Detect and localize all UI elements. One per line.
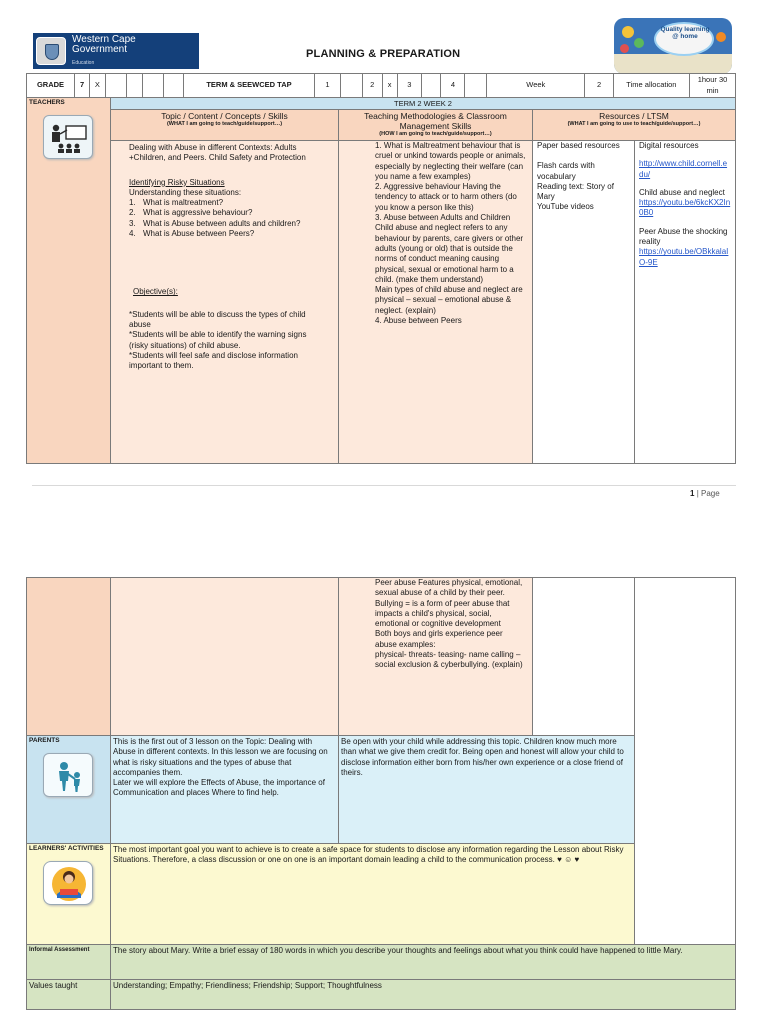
- parents-lesson-info: This is the first out of 3 lesson on the Topic: Dealing with Abuse in different contexts. In this lesson we are focusing on what is risky situations and the types of abuse that accompanies them. Later we will explore the Effects of Abuse, the importance of Communication and places Where to find help.: [111, 736, 339, 844]
- topic-header-sub: (WHAT I am going to teach/guide/support…): [166, 121, 283, 127]
- logo-line-1: Western Cape: [72, 33, 136, 45]
- topic-intro: Dealing with Abuse in different Contexts: Adults +Children, and Peers. Child Safety and Protection: [129, 143, 306, 163]
- wcg-logo-text: [72, 35, 136, 68]
- peer-abuse-label: Peer Abuse the shocking reality: [639, 226, 728, 247]
- teachers-side-cell: [27, 98, 111, 464]
- term-label: TERM & SEEWCED TAP: [184, 74, 315, 98]
- youtube-link-1[interactable]: https://youtu.be/6kcKX2In0B0: [639, 198, 731, 218]
- learners-activities-text: The most important goal you want to achieve is to create a safe space for students to disclose any information regarding the Lesson about Risky Situations. Therefore, a class discussion or one on one is an important domain leading a child to the communication process. ♥ ☺ ♥: [111, 844, 635, 945]
- risky-situations-heading: Identifying Risky Situations: [129, 177, 225, 187]
- spacer: [537, 151, 630, 161]
- informal-side-cell: [27, 945, 111, 980]
- empty-cell: [127, 74, 142, 98]
- learners-label: LEARNERS' ACTIVITIES: [29, 845, 104, 852]
- informal-assessment-label: Informal Assessment: [29, 947, 90, 953]
- resources-right-cell: [635, 141, 736, 464]
- objective-3: *Students will feel safe and disclose information important to them.: [129, 350, 298, 371]
- resources-header-title: [535, 111, 733, 128]
- col-resources-header: [533, 110, 736, 141]
- term-3: 3: [397, 74, 421, 98]
- method-2: 2. Aggressive behaviour Having the tendency to attack or to harm others (do you know a person like this): [375, 182, 517, 212]
- methods-content-cell: [339, 141, 533, 464]
- youtube-link-2[interactable]: https://youtu.be/OBkkalaIO-9E: [639, 247, 729, 267]
- topic-header-title: [113, 111, 336, 128]
- digital-resources-heading: Digital resources: [639, 141, 699, 150]
- topic-cell-cont: [111, 578, 339, 736]
- list-item: 4. What is Abuse between Peers?: [129, 229, 255, 239]
- empty-cell: [421, 74, 441, 98]
- method-6: 4. Abuse between Peers: [375, 316, 462, 326]
- method-cont-2: Bullying = is a form of peer abuse that impacts a child's physical, social, emotional or cognitive development: [375, 598, 510, 629]
- list-item: 3. What is Abuse between adults and children?: [129, 218, 301, 228]
- teachers-table: [26, 97, 736, 464]
- time-allocation-label: Time allocation: [613, 74, 689, 98]
- coat-of-arms-icon: [36, 37, 66, 65]
- objective-2: *Students will be able to identify the warning signs (risky situations) of child abuse.: [129, 330, 307, 350]
- page-title: PLANNING & PREPARATION: [306, 48, 461, 60]
- reading-child-icon: [43, 861, 93, 905]
- empty-cell: [105, 74, 127, 98]
- page-number-label: [690, 489, 720, 498]
- parent-icon-svg: [44, 754, 94, 798]
- parents-side-cell: [27, 736, 111, 844]
- term-1: 1: [314, 74, 340, 98]
- teacher-icon-svg: [44, 116, 94, 160]
- cornell-link[interactable]: http://www.child.cornell.edu/: [639, 159, 728, 179]
- resources-left-cont: [533, 578, 635, 736]
- grade-row-table: [26, 73, 736, 98]
- week-label: Week: [487, 74, 585, 98]
- empty-cell: [142, 74, 164, 98]
- method-cont-1: Peer abuse Features physical, emotional, sexual abuse of a child by their peer.: [375, 578, 523, 598]
- resources-header-sub: (WHAT I am going to use to teach/guide/support…): [567, 121, 701, 127]
- list-item: 1. What is maltreatment?: [129, 198, 224, 208]
- term-week-banner: TERM 2 WEEK 2: [111, 98, 736, 110]
- resource-youtube: YouTube videos: [537, 202, 594, 212]
- green-dot-icon: [634, 38, 644, 48]
- risky-intro: Understanding these situations:: [129, 187, 242, 197]
- grade-label: GRADE: [27, 74, 75, 98]
- page-number: 1: [690, 489, 695, 498]
- quality-learning-logo: [614, 18, 732, 74]
- resource-reading: Reading text: Story of Mary: [537, 181, 614, 202]
- topic-content-cell: [111, 141, 339, 464]
- values-label: Values taught: [29, 981, 78, 990]
- empty-cell: [341, 74, 363, 98]
- footer-divider: [32, 485, 736, 486]
- topic-header-text: Topic / Content / Concepts / Skills: [161, 111, 288, 121]
- objectives-heading: Objective(s):: [133, 287, 178, 297]
- methods-header-text: Teaching Methodologies & Classroom Management Skills: [364, 111, 507, 131]
- values-side-cell: [27, 980, 111, 1010]
- term-4: 4: [441, 74, 465, 98]
- parents-advice: Be open with your child while addressing this topic. Children know much more than what we give them credit for. Being open and honest will allow your child to disclose information either born from his/her own experience or a close friend of theirs.: [339, 736, 635, 844]
- methods-header-title: [341, 111, 530, 138]
- method-cont-4: physical- threats- teasing- name calling – social exclusion & cyberbullying. (explain): [375, 650, 523, 670]
- page-word: | Page: [696, 489, 720, 498]
- methods-header-sub: (HOW I am going to teach/guide/support…): [379, 131, 492, 137]
- teacher-classroom-icon: [43, 115, 93, 159]
- neglect-label: Child abuse and neglect: [639, 187, 725, 197]
- methods-cell-cont: [339, 578, 533, 736]
- resource-paper: Paper based resources: [537, 141, 620, 150]
- red-dot-icon: [620, 44, 629, 53]
- orange-dot-icon: [716, 32, 726, 42]
- time-allocation-value: 1hour 30 min: [690, 74, 736, 98]
- yellow-dot-icon: [622, 26, 634, 38]
- learners-side-cell: [27, 844, 111, 945]
- parents-label: PARENTS: [29, 737, 60, 744]
- resource-flashcards: Flash cards with vocabulary: [537, 161, 595, 181]
- method-cont-3: Both boys and girls experience peer abuse examples:: [375, 629, 503, 649]
- grade-value: 7: [74, 74, 89, 98]
- teachers-label: TEACHERS: [29, 99, 65, 106]
- empty-cell: [164, 74, 184, 98]
- col-methods-header: [339, 110, 533, 141]
- resources-left-cell: [533, 141, 635, 464]
- parent-child-icon: [43, 753, 93, 797]
- learner-icon-svg: [44, 862, 94, 906]
- col-topic-header: [111, 110, 339, 141]
- wcg-logo: [33, 33, 199, 69]
- teachers-side-cell-cont: [27, 578, 111, 736]
- continuation-table: [26, 577, 736, 1010]
- resources-right-cont: [635, 578, 736, 945]
- values-text: Understanding; Empathy; Friendliness; Friendship; Support; Thoughtfulness: [111, 980, 736, 1010]
- risky-list: [129, 198, 320, 239]
- logo-line-3: Education: [72, 59, 95, 66]
- empty-cell: [465, 74, 487, 98]
- logo-right-text: Quality learning @ home: [660, 26, 710, 40]
- list-item: 2. What is aggressive behaviour?: [129, 208, 253, 218]
- method-4: Child abuse and neglect refers to any behaviour by parents, care givers or other adults (young or old) that is outside the norms of conduct meaning causing physical, sexual or emotional harm to a child. (make them understand): [375, 223, 524, 284]
- method-1: 1. What is Maltreatment behaviour that is cruel or unkind towards people or animals, especially by neglecting their welfare (can you name a few examples): [375, 141, 526, 181]
- method-3: 3. Abuse between Adults and Children: [375, 213, 511, 223]
- resources-header-text: Resources / LTSM: [599, 111, 669, 121]
- week-value: 2: [585, 74, 613, 98]
- informal-assessment-text: The story about Mary. Write a brief essay of 180 words in which you describe your thoughts and feelings about what you think could have happened to little Mary.: [111, 945, 736, 980]
- method-5: Main types of child abuse and neglect are physical – sexual – emotional abuse & neglect. (explain): [375, 285, 523, 315]
- term-x-mark: x: [382, 74, 397, 98]
- objective-1: *Students will be able to discuss the types of child abuse: [129, 309, 306, 329]
- term-2: 2: [362, 74, 382, 98]
- grade-x-mark: X: [90, 74, 105, 98]
- logo-line-2: Government: [72, 43, 128, 55]
- logo-stripe: [614, 54, 732, 74]
